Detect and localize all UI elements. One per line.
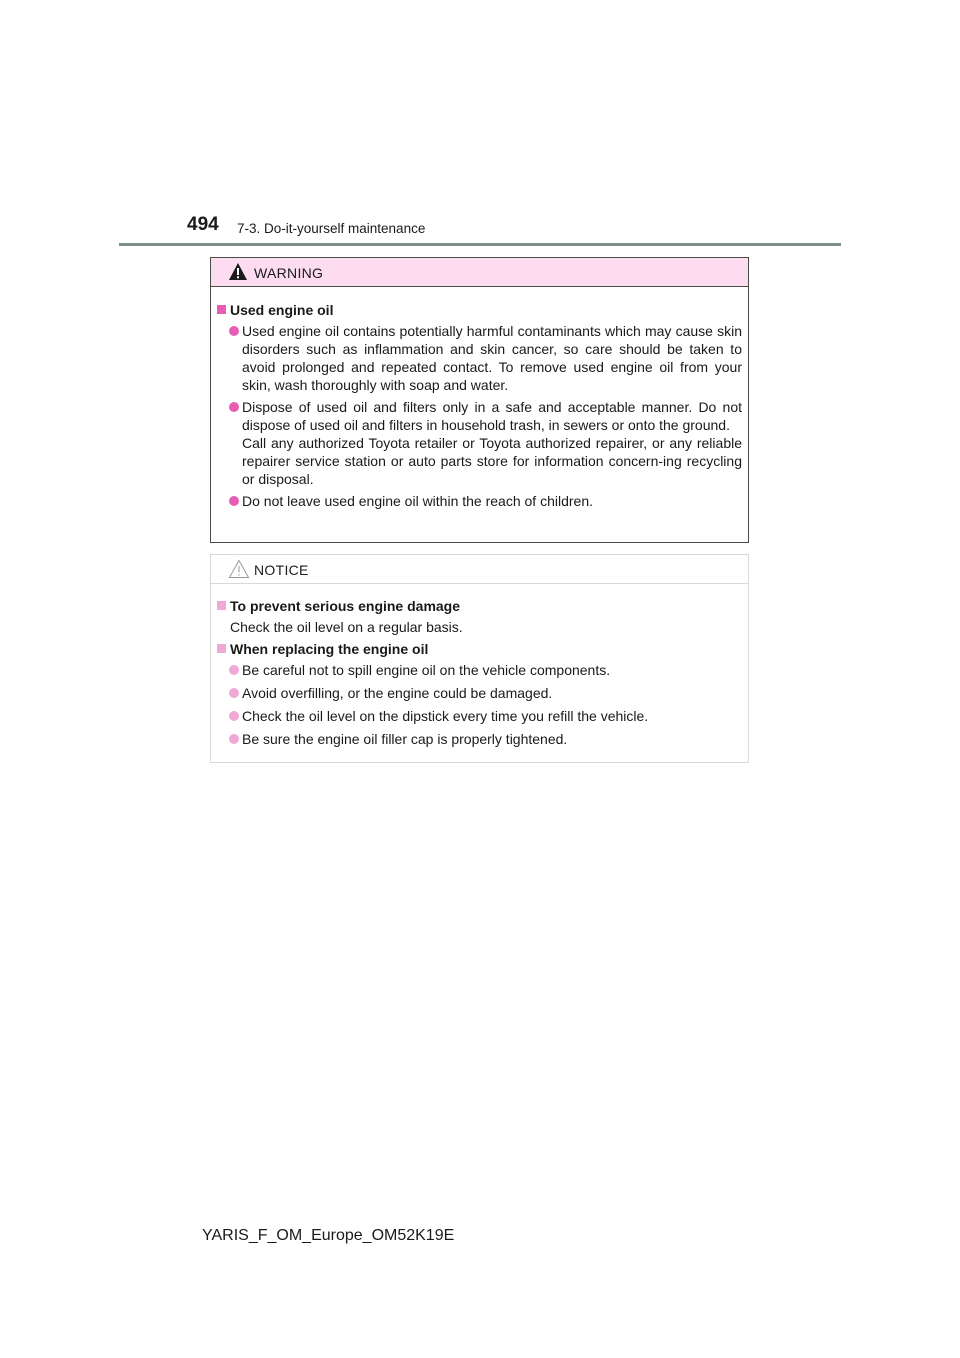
round-bullet-icon [229,402,239,412]
notice-heading [217,597,742,615]
list-item-text: Dispose of used oil and filters only in a safe and acceptable manner. Do not dispose of used oil and filters in household trash, in sewers or onto the ground. [242,399,742,433]
warning-box [210,257,749,543]
warning-header [211,258,748,287]
round-bullet-icon [229,711,239,721]
notice-heading [217,640,742,658]
caution-triangle-outline-icon [228,559,250,579]
section-title: 7-3. Do-it-yourself maintenance [237,221,426,236]
list-item [217,684,742,702]
document-id: YARIS_F_OM_Europe_OM52K19E [202,1227,455,1244]
header-rule [119,243,841,246]
notice-header [211,555,748,584]
round-bullet-icon [229,734,239,744]
list-item-continuation: Call any authorized Toyota retailer or Toyota authorized repairer, or any reliable repairer service station or auto parts store for information concern-ing recycling or disposal. [242,435,742,487]
warning-triangle-icon [228,262,248,281]
list-item [217,661,742,679]
warning-heading [217,301,742,319]
warning-label: WARNING [254,265,324,281]
list-item-text: Be sure the engine oil filler cap is properly tightened. [242,731,568,747]
round-bullet-icon [229,326,239,336]
list-item-text: Used engine oil contains potentially harmful contaminants which may cause skin disorders such as inflammation and skin cancer, so care should be taken to avoid prolonged and repeated contact. To remove used engine oil from your skin, wash thoroughly with soap and water. [242,323,742,393]
list-item [217,730,742,748]
list-item [217,707,742,725]
page-number: 494 [187,214,219,235]
notice-heading-text: To prevent serious engine damage [230,598,461,614]
square-bullet-icon [217,601,226,610]
warning-heading-text: Used engine oil [230,302,334,318]
square-bullet-icon [217,644,226,653]
list-item-text: Avoid overfilling, or the engine could be damaged. [242,685,553,701]
notice-box [210,554,749,763]
round-bullet-icon [229,665,239,675]
list-item-text: Be careful not to spill engine oil on the vehicle components. [242,662,611,678]
round-bullet-icon [229,496,239,506]
list-item-text: Do not leave used engine oil within the reach of children. [242,493,593,509]
list-item [217,398,742,488]
list-item-text: Check the oil level on the dipstick every time you refill the vehicle. [242,708,649,724]
list-item [217,322,742,394]
notice-heading-text: When replacing the engine oil [230,641,429,657]
list-item [217,492,742,510]
notice-label: NOTICE [254,562,309,578]
notice-text: Check the oil level on a regular basis. [230,619,463,635]
square-bullet-icon [217,305,226,314]
round-bullet-icon [229,688,239,698]
